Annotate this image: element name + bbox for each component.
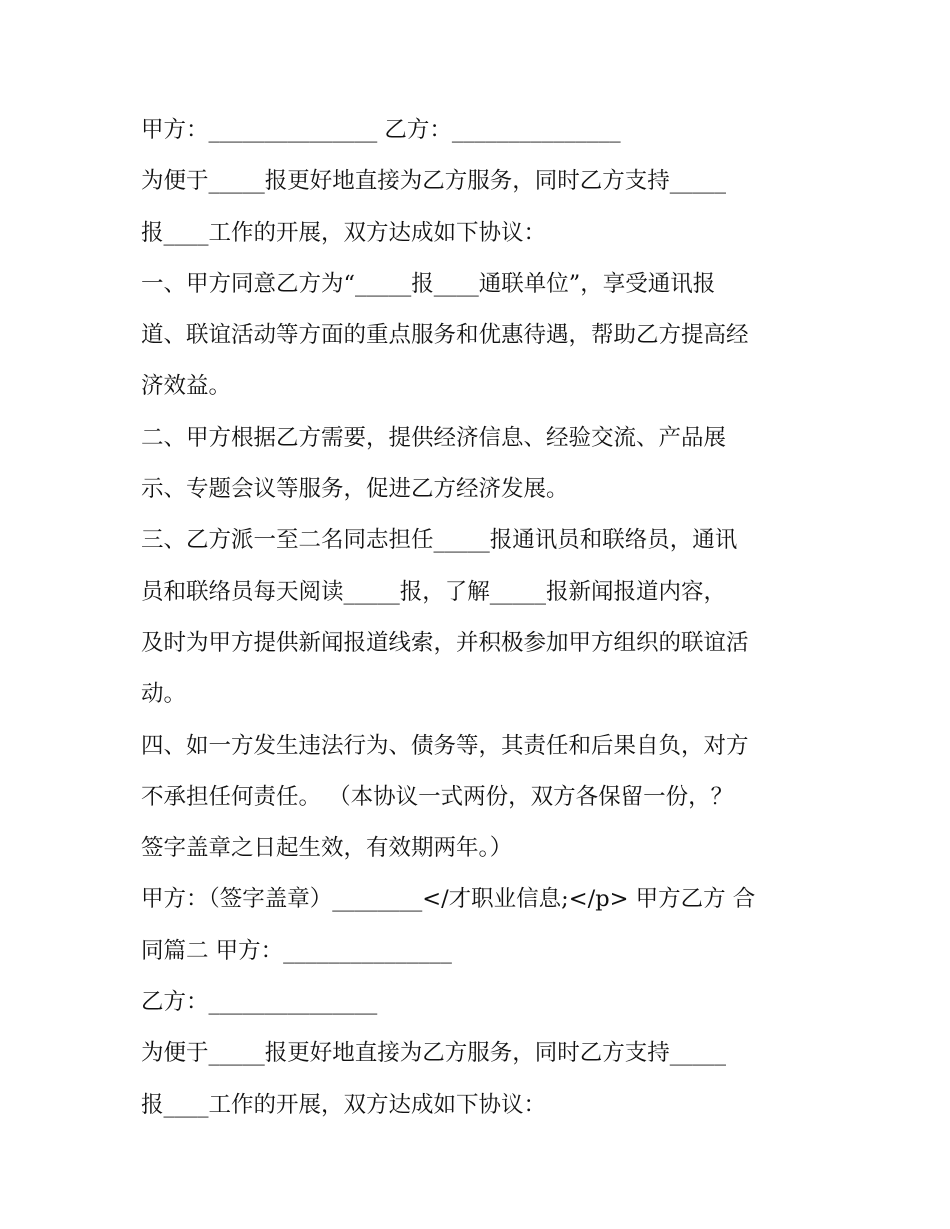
text-line: 道、联谊活动等方面的重点服务和优惠待遇，帮助乙方提高经: [141, 322, 749, 349]
text-line: 签字盖章之日起生效，有效期两年。）: [141, 835, 513, 862]
text-line: 为便于_____报更好地直接为乙方服务，同时乙方支持_____: [141, 1040, 727, 1067]
text-line: 及时为甲方提供新闻报道线索，并积极参加甲方组织的联谊活: [141, 629, 749, 656]
text-line: 一、甲方同意乙方为“_____报____通联单位”，享受通讯报: [141, 270, 716, 297]
text-line: 四、如一方发生违法行为、债务等，其责任和后果自负，对方: [141, 732, 749, 759]
text-line: 员和联络员每天阅读_____报，了解_____报新闻报道内容，: [141, 578, 727, 605]
contract-text: [141, 108, 841, 1134]
text-line: 同篇二 甲方：_______________: [141, 937, 452, 964]
text-line: 示、专题会议等服务，促进乙方经济发展。: [141, 476, 569, 503]
text-line: 三、乙方派一至二名同志担任_____报通讯员和联络员，通讯: [141, 527, 738, 554]
text-line: 乙方：_______________: [141, 989, 378, 1016]
text-line: 济效益。: [141, 373, 232, 400]
text-line: 二、甲方根据乙方需要，提供经济信息、经验交流、产品展: [141, 424, 727, 451]
text-line: 甲方：_______________ 乙方：_______________: [141, 117, 621, 143]
text-line: 不承担任何责任。 （本协议一式两份，双方各保留一份，？: [141, 783, 734, 810]
text-line: 甲方：（签字盖章）________</才职业信息;</p> 甲方乙方 合: [141, 886, 756, 913]
text-line: 动。: [141, 681, 187, 708]
text-line: 报____工作的开展，双方达成如下协议：: [141, 219, 547, 246]
text-line: 报____工作的开展，双方达成如下协议：: [141, 1091, 547, 1118]
text-line: 为便于_____报更好地直接为乙方服务，同时乙方支持_____: [141, 168, 727, 195]
